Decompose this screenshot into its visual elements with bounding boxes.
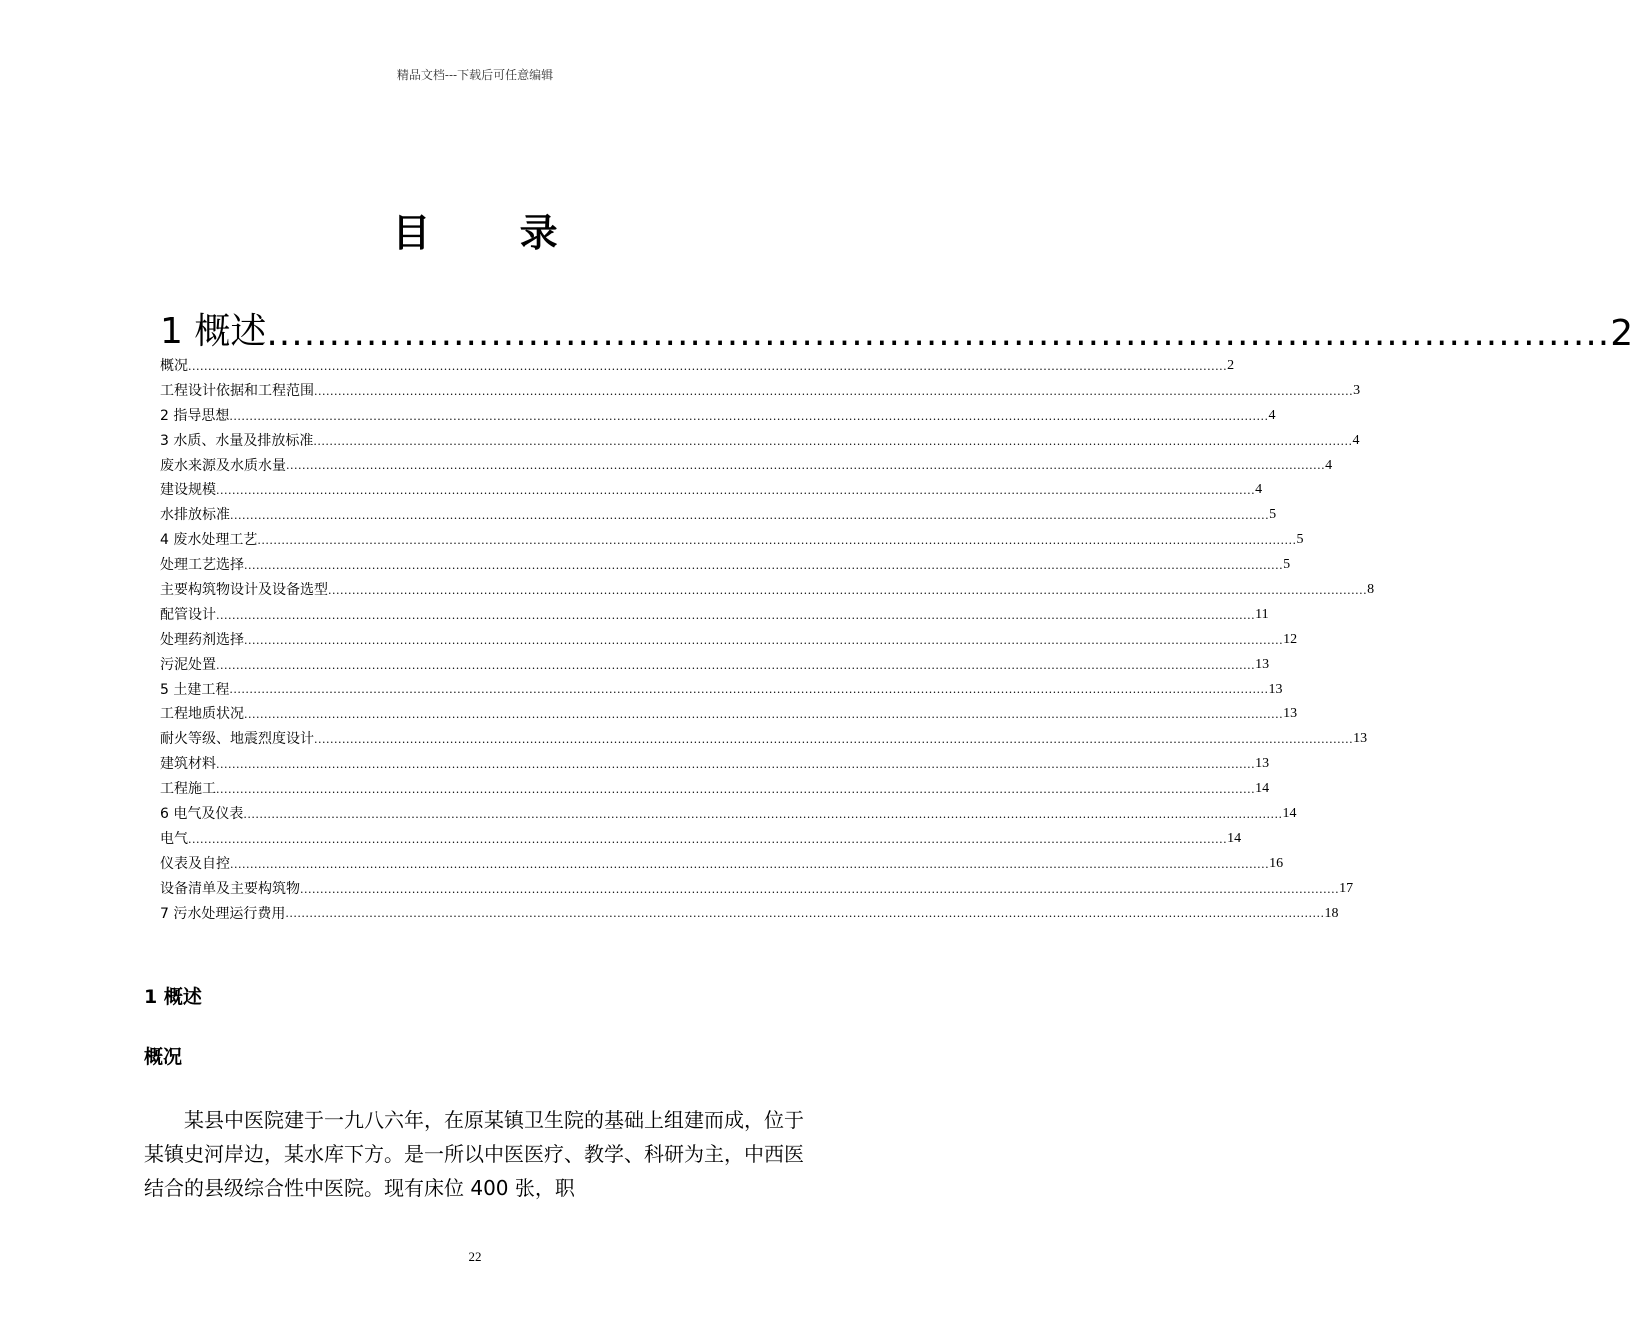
toc-entry-title: 废水来源及水质水量: [160, 457, 286, 474]
toc-leader-dots: ....................................................................................................................................................................................................................................................................: [216, 484, 1256, 498]
toc-leader-dots: ....................................................................................................................................................................................................................................................................: [229, 683, 1269, 697]
toc-entry[interactable]: [160, 752, 1270, 777]
toc-entry-title: 配管设计: [160, 606, 216, 623]
toc-entry-title: 5 土建工程: [160, 681, 230, 698]
toc-entry-page: 8: [1367, 582, 1375, 597]
toc-entry-page: 18: [1324, 905, 1339, 921]
toc-title: 目 录: [392, 211, 596, 255]
toc-leader-dots: ....................................................................................................................................................................................................................................................................: [328, 583, 1368, 597]
toc-entry-page: 4: [1325, 457, 1333, 473]
toc-entry[interactable]: [160, 404, 1276, 429]
toc-entry[interactable]: [160, 528, 1304, 553]
toc-entry-page: 5: [1296, 532, 1304, 548]
toc-leader-dots: ....................................................................................................................................................................................................................................................................: [257, 534, 1297, 548]
toc-entry[interactable]: [160, 354, 1235, 379]
toc-entry[interactable]: [160, 802, 1297, 827]
toc-leader-dots: ....................................................................................................................................................................................................................................................................: [230, 509, 1270, 523]
page-number: 22: [468, 1249, 482, 1264]
toc-entry[interactable]: [160, 777, 1270, 802]
section-heading-1: 1 概述: [144, 986, 202, 1008]
toc-leader-dots: ....................................................................................................................................................................................................................................................................: [216, 783, 1256, 797]
toc-entry-title: 主要构筑物设计及设备选型: [160, 582, 328, 598]
toc-entry[interactable]: [160, 429, 1360, 454]
toc-entry-page: 17: [1339, 880, 1354, 896]
toc-entry[interactable]: [160, 603, 1269, 628]
toc-entry-page: 14: [1227, 830, 1242, 846]
toc-entry-page: 5: [1269, 507, 1277, 523]
toc-entry-title: 建筑材料: [160, 756, 216, 773]
toc-entry[interactable]: [160, 902, 1339, 927]
toc-leader-dots: ....................................................................................................................................................................................................................................................................: [229, 409, 1269, 423]
toc-entry[interactable]: [160, 702, 1298, 727]
toc-leader-dots: ....................................................................................................................................................................................................................................................................: [216, 758, 1256, 772]
toc-entry[interactable]: [160, 678, 1283, 703]
toc-entry-title: 处理药剂选择: [160, 631, 244, 648]
toc-entry-page: 16: [1269, 855, 1284, 871]
toc-entry-page: 13: [1255, 656, 1270, 672]
toc-entry-title: 概况: [160, 357, 188, 374]
toc-leader-dots: ....................................................................................................................................................................................................................................................................: [244, 708, 1284, 722]
body-paragraph: 某县中医院建于一九八六年，在原某镇卫生院的基础上组建而成，位于某镇史河岸边，某水库下方。是一所以中医医疗、教学、科研为主，中西医结合的县级综合性中医院。现有床位 400 张，职: [144, 1108, 804, 1200]
toc-entry-title: 污泥处置: [160, 656, 216, 673]
toc-entry-page: 11: [1255, 606, 1269, 622]
toc-leader-dots: ....................................................................................................................................................................................................................................................................: [244, 559, 1284, 573]
toc-entry-page: 14: [1282, 806, 1297, 822]
toc-entry-page: 4: [1352, 432, 1360, 448]
toc-entry-title: 水排放标准: [160, 507, 230, 524]
toc-leader-dots: ....................................................................................................................................................................................................................................................................: [285, 907, 1325, 921]
toc-leader-dots: ....................................................................................................................................................................................................................................................................: [286, 459, 1326, 473]
toc-leader-dots: ....................................................................................................................................................................................................................................................................: [314, 733, 1354, 747]
toc-leader-dots: ....................................................................................................................................................................................................................................................................: [313, 434, 1353, 448]
toc-main-entry-title: 1 概述: [160, 311, 267, 352]
toc-entry-title: 电气: [160, 830, 188, 847]
toc-entry-title: 耐火等级、地震烈度设计: [160, 731, 314, 748]
toc-entry-page: 2: [1227, 357, 1235, 373]
toc-leader-dots: ....................................................................................................................................................................................................................................................................: [244, 633, 1284, 647]
toc-entry-page: 13: [1268, 681, 1283, 697]
toc-leader-dots: ....................................................................................................................................................................................................................................................................: [314, 384, 1354, 398]
toc-leader-dots: ....................................................................................................................................................................................................................................................................: [188, 832, 1228, 846]
toc-entry-title: 工程地质状况: [160, 706, 244, 723]
toc-entry[interactable]: [160, 852, 1284, 877]
toc-entry-title: 仪表及自控: [160, 855, 230, 872]
toc-entry-title: 设备清单及主要构筑物: [160, 880, 300, 897]
page-header: 精品文档---下载后可任意编辑: [396, 68, 554, 82]
toc-entry-title: 工程设计依据和工程范围: [160, 382, 314, 399]
toc-entry[interactable]: [160, 578, 1375, 603]
toc-entry-title: 4 废水处理工艺: [160, 532, 258, 549]
section-heading-2: 概况: [144, 1046, 183, 1068]
toc-leader-dots: ....................................................................................................................................................................................................................................................................: [230, 857, 1270, 871]
toc-main-entry-page: 2: [1610, 313, 1633, 354]
toc-entry[interactable]: [160, 553, 1291, 578]
toc-entry[interactable]: [160, 454, 1333, 479]
toc-entry-page: 4: [1255, 482, 1263, 498]
toc-entry[interactable]: [160, 379, 1361, 404]
toc-leader-dots: ....................................................................................................................................................................................................................................................................: [188, 359, 1228, 373]
toc-entry-page: 14: [1255, 781, 1270, 797]
toc-entry-page: 4: [1268, 407, 1276, 423]
toc-list: [160, 354, 1375, 926]
toc-leader-dots: ....................................................................................................................................................................................................................................................................: [243, 807, 1283, 821]
toc-entry-page: 13: [1283, 706, 1298, 722]
toc-entry-page: 13: [1255, 756, 1270, 772]
toc-entry[interactable]: [160, 628, 1298, 653]
toc-leader-dots: ............................................................................................................: [266, 313, 1611, 354]
toc-leader-dots: ....................................................................................................................................................................................................................................................................: [216, 658, 1256, 672]
toc-entry-title: 处理工艺选择: [160, 557, 244, 574]
toc-entry[interactable]: [160, 877, 1354, 902]
toc-entry[interactable]: [160, 727, 1368, 752]
toc-entry-title: 7 污水处理运行费用: [160, 905, 286, 922]
toc-entry-title: 6 电气及仪表: [160, 806, 244, 823]
toc-entry[interactable]: [160, 503, 1277, 528]
toc-entry-page: 5: [1283, 557, 1291, 573]
toc-entry-title: 建设规模: [160, 482, 216, 499]
toc-entry-page: 12: [1283, 631, 1298, 647]
toc-entry-page: 13: [1353, 731, 1368, 747]
toc-entry[interactable]: [160, 653, 1270, 678]
toc-main-entry[interactable]: [160, 306, 1633, 354]
toc-leader-dots: ....................................................................................................................................................................................................................................................................: [300, 882, 1340, 896]
toc-leader-dots: ....................................................................................................................................................................................................................................................................: [216, 608, 1256, 622]
toc-entry-title: 2 指导思想: [160, 407, 230, 424]
toc-entry-title: 3 水质、水量及排放标准: [160, 432, 314, 449]
toc-entry-page: 3: [1353, 382, 1361, 398]
toc-entry-title: 工程施工: [160, 781, 216, 798]
toc-entry[interactable]: [160, 478, 1263, 503]
toc-entry[interactable]: [160, 827, 1242, 852]
